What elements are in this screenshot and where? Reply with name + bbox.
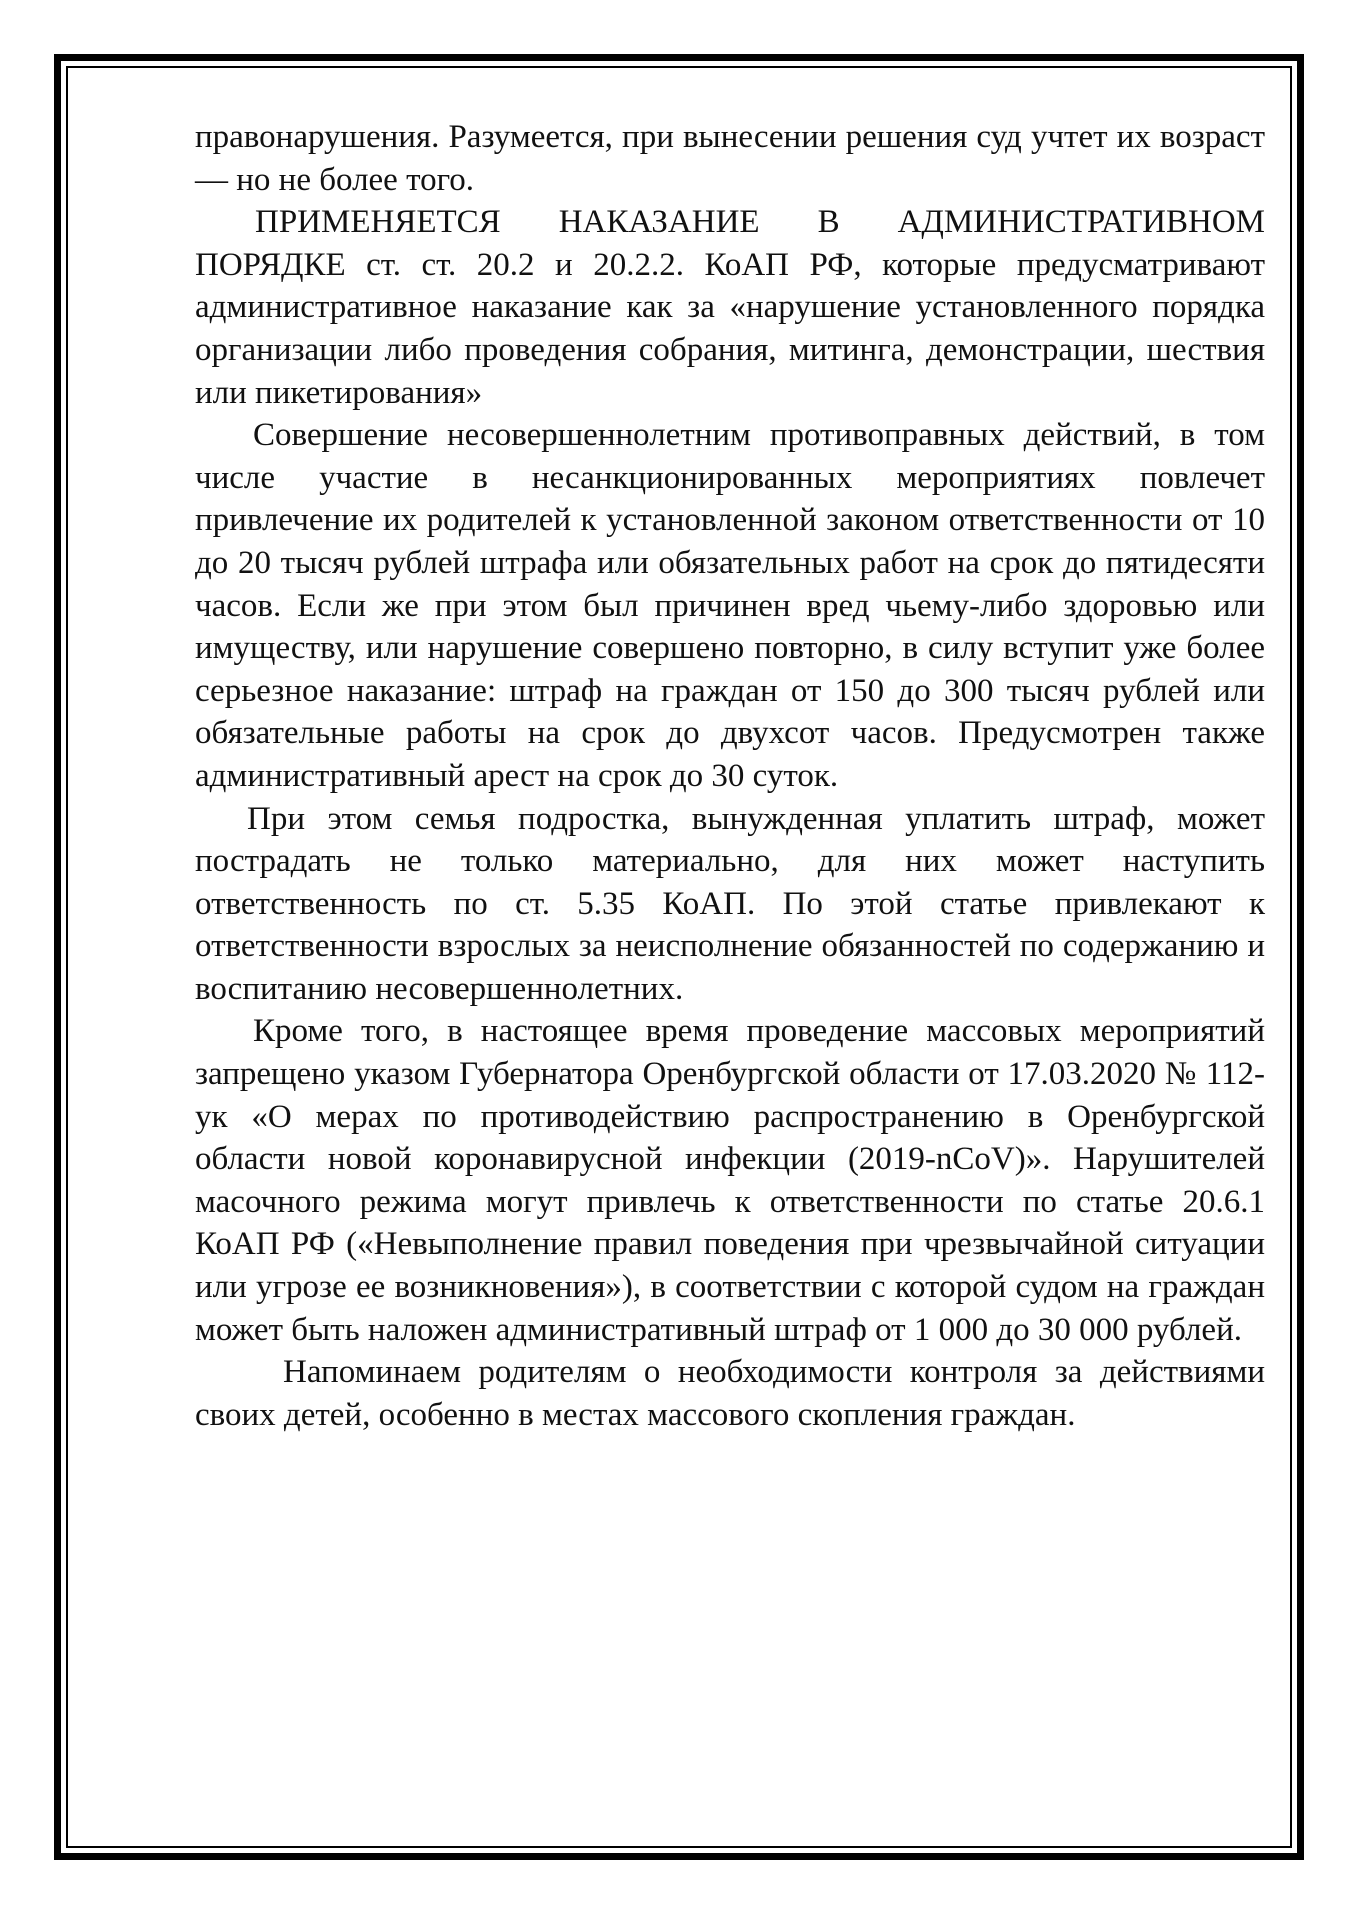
paragraph-governor-decree: Кроме того, в настоящее время проведение массовых мероприятий запрещено указом Губернатора Оренбургской области от 17.03.2020 № 112-ук «О мерах по противодействию распространению в Оренбургской области новой коронавирусной инфекции (2019-nCoV)». Нарушителей масочного режима могут привлечь к ответственности по статье 20.6.1 КоАП РФ («Невыполнение правил поведения при чрезвычайной ситуации или угрозе ее возникновения»), в соответствии с которой судом на граждан может быть наложен административный штраф от 1 000 до 30 000 рублей. [195, 1013, 1265, 1348]
paragraph-reminder: Напоминаем родителям о необходимости контроля за действиями своих детей, особенно в местах массового скопления граждан. [195, 1354, 1265, 1433]
paragraph-administrative-penalty: ПРИМЕНЯЕТСЯ НАКАЗАНИЕ В АДМИНИСТРАТИВНОМ ПОРЯДКЕ ст. ст. 20.2 и 20.2.2. КоАП РФ, которые предусматривают административное наказание как за «нарушение установленного порядка организации либо проведения собрания, митинга, демонстрации, шествия или пикетирования» [195, 204, 1265, 411]
paragraph-continuation: правонарушения. Разумеется, при вынесении решения суд учтет их возраст — но не более того. [195, 119, 1265, 198]
paragraph-family-responsibility: При этом семья подростка, вынужденная уплатить штраф, может пострадать не только материально, для них может наступить ответственность по ст. 5.35 КоАП. По этой статье привлекают к ответственности взрослых за неисполнение обязанностей по содержанию и воспитанию несовершеннолетних. [195, 800, 1265, 1007]
paragraph-parent-liability: Совершение несовершеннолетним противоправных действий, в том числе участие в несанкционированных мероприятиях повлечет привлечение их родителей к установленной законом ответственности от 10 до 20 тысяч рублей штрафа или обязательных работ на срок до пятидесяти часов. Если же при этом был причинен вред чьему-либо здоровью или имуществу, или нарушение совершено повторно, в силу вступит уже более серьезное наказание: штраф на граждан от 150 до 300 тысяч рублей или обязательные работы на срок до двухсот часов. Предусмотрен также административный арест на срок до 30 суток. [195, 417, 1265, 794]
document-body [195, 116, 1265, 1436]
